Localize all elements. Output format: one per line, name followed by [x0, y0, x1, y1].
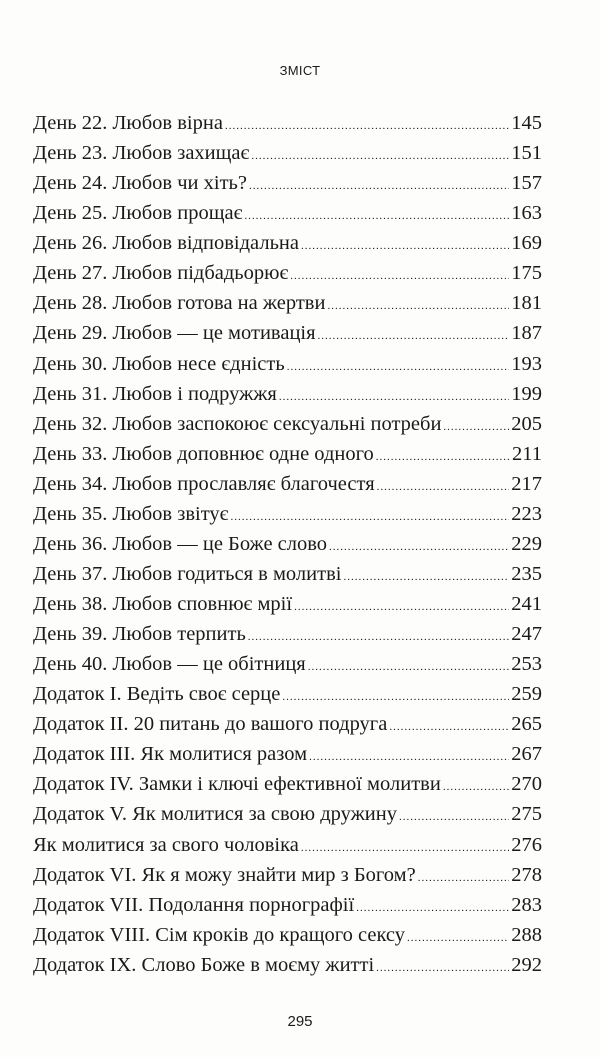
toc-entry	[33, 232, 542, 262]
toc-entry-title: День 34. Любов прославляє благочестя	[33, 472, 375, 495]
toc-entry-title: День 27. Любов підбадьорює	[33, 262, 289, 285]
dot-leader	[376, 451, 510, 463]
toc-entry	[33, 683, 542, 713]
toc-entry	[33, 383, 542, 413]
toc-entry-title: День 24. Любов чи хіть?	[33, 172, 247, 195]
dot-leader	[443, 781, 509, 793]
page-number: 295	[287, 1013, 313, 1030]
dot-leader	[301, 842, 509, 854]
toc-entry	[33, 473, 542, 503]
dot-leader	[376, 962, 509, 974]
dot-leader	[248, 631, 509, 643]
dot-leader	[443, 421, 509, 433]
dot-leader	[249, 180, 509, 192]
dot-leader	[308, 661, 510, 673]
toc-entry-page: 205	[511, 412, 542, 435]
toc-entry	[33, 653, 542, 683]
toc-entry-page: 267	[511, 743, 542, 766]
toc-entry-page: 187	[511, 322, 542, 345]
toc-entry-title: День 36. Любов — це Боже слово	[33, 532, 328, 555]
toc-entry-title: День 28. Любов готова на жертви	[33, 292, 326, 315]
toc-entry	[33, 353, 542, 383]
dot-leader	[356, 902, 509, 914]
toc-entry-title: День 38. Любов сповнює мрії	[33, 593, 293, 615]
toc-entry-page: 157	[511, 172, 542, 195]
toc-entry-page: 247	[511, 623, 542, 646]
toc-entry-title: День 31. Любов і подружжя	[33, 382, 277, 405]
toc-entry	[33, 834, 542, 864]
toc-entry-title: День 29. Любов — це мотивація	[33, 322, 316, 345]
toc-entry	[33, 443, 542, 473]
toc-entry	[33, 713, 542, 743]
dot-leader	[287, 361, 510, 373]
toc-entry-title: День 35. Любов звітує	[33, 502, 229, 525]
toc-entry-page: 278	[511, 863, 542, 886]
toc-entry-page: 265	[511, 713, 542, 736]
toc-entry	[33, 803, 542, 833]
toc-entry	[33, 112, 542, 142]
dot-leader	[407, 932, 509, 944]
toc-entry-page: 211	[512, 442, 542, 465]
toc-entry	[33, 954, 542, 984]
toc-entry-title: Додаток IX. Слово Боже в моєму житті	[33, 953, 375, 976]
toc-entry-title: День 40. Любов — це обітниця	[33, 653, 306, 676]
toc-entry	[33, 172, 542, 202]
toc-entry-title: Додаток VII. Подолання порнографії	[33, 893, 355, 916]
toc-entry-page: 223	[511, 502, 542, 525]
dot-leader	[329, 541, 509, 553]
toc-entry-title: Як молитися за свого чоловіка	[33, 833, 299, 856]
toc-entry-page: 169	[511, 232, 542, 255]
dot-leader	[327, 300, 509, 312]
toc-entry	[33, 413, 542, 443]
dot-leader	[418, 872, 510, 884]
toc-entry-page: 259	[511, 683, 542, 706]
toc-entry-title: Додаток II. 20 питань до вашого подруга	[33, 713, 388, 736]
dot-leader	[282, 691, 509, 703]
toc-entry-page: 241	[511, 593, 542, 615]
dot-leader	[309, 751, 509, 763]
toc-entry-page: 199	[511, 382, 542, 405]
toc-entry-page: 193	[511, 352, 542, 375]
dot-leader	[279, 391, 509, 403]
toc-entry-page: 217	[511, 472, 542, 495]
toc-entry	[33, 924, 542, 954]
toc-entry-page: 175	[511, 262, 542, 285]
toc-entry	[33, 142, 542, 172]
toc-entry-page: 229	[511, 532, 542, 555]
toc-entry	[33, 623, 542, 653]
toc-entry	[33, 864, 542, 894]
toc-entry-title: День 33. Любов доповнює одне одного	[33, 442, 374, 465]
dot-leader	[343, 571, 509, 583]
toc-entry	[33, 262, 542, 292]
toc-heading: ЗМІСТ	[279, 63, 321, 78]
toc-entry	[33, 322, 542, 352]
toc-entry-page: 253	[511, 653, 542, 676]
dot-leader	[251, 150, 509, 162]
toc-entry-title: День 22. Любов вірна	[33, 112, 223, 134]
toc-entry	[33, 773, 542, 803]
toc-entry-title: День 37. Любов годиться в молитві	[33, 562, 342, 585]
toc-entry	[33, 292, 542, 322]
toc-entry-page: 151	[511, 142, 542, 165]
toc-entry-title: День 30. Любов несе єдність	[33, 352, 285, 375]
toc-entry-title: День 25. Любов прощає	[33, 202, 243, 225]
toc-entry-page: 163	[511, 202, 542, 225]
dot-leader	[318, 330, 510, 342]
dot-leader	[377, 481, 510, 493]
toc-entry-page: 270	[511, 773, 542, 796]
dot-leader	[399, 811, 509, 823]
toc-entry-title: День 23. Любов захищає	[33, 142, 250, 165]
toc-entry-title: Додаток V. Як молитися за свою дружину	[33, 803, 397, 826]
toc-entry	[33, 743, 542, 773]
toc-entry-title: Додаток III. Як молитися разом	[33, 743, 308, 766]
toc-entry-title: День 26. Любов відповідальна	[33, 232, 299, 255]
toc-entry-page: 235	[511, 562, 542, 585]
toc-entry-title: День 32. Любов заспокоює сексуальні потреби	[33, 412, 442, 435]
toc-entry	[33, 593, 542, 623]
dot-leader	[301, 240, 509, 252]
dot-leader	[294, 601, 509, 613]
dot-leader	[225, 120, 509, 132]
toc-entry	[33, 202, 542, 232]
toc-entry-page: 288	[511, 923, 542, 946]
toc-entry-title: Додаток VI. Як я можу знайти мир з Богом?	[33, 863, 416, 886]
toc-entry	[33, 894, 542, 924]
toc-entry-title: Додаток VIII. Сім кроків до кращого сексу	[33, 923, 405, 946]
toc-entry-page: 275	[511, 803, 542, 826]
toc-entry-title: Додаток I. Ведіть своє серце	[33, 683, 281, 706]
toc-entry-page: 292	[511, 953, 542, 976]
toc-entry	[33, 533, 542, 563]
dot-leader	[290, 270, 509, 282]
dot-leader	[389, 721, 509, 733]
toc-entry-title: Додаток IV. Замки і ключі ефективної молитви	[33, 773, 441, 796]
toc-entry-page: 145	[511, 112, 542, 134]
dot-leader	[230, 511, 509, 523]
toc-entry-page: 283	[511, 893, 542, 916]
toc-entry	[33, 503, 542, 533]
toc-entry-page: 181	[511, 292, 542, 315]
table-of-contents	[33, 112, 542, 984]
toc-entry-page: 276	[511, 833, 542, 856]
toc-entry	[33, 563, 542, 593]
dot-leader	[244, 210, 509, 222]
toc-entry-title: День 39. Любов терпить	[33, 623, 246, 646]
